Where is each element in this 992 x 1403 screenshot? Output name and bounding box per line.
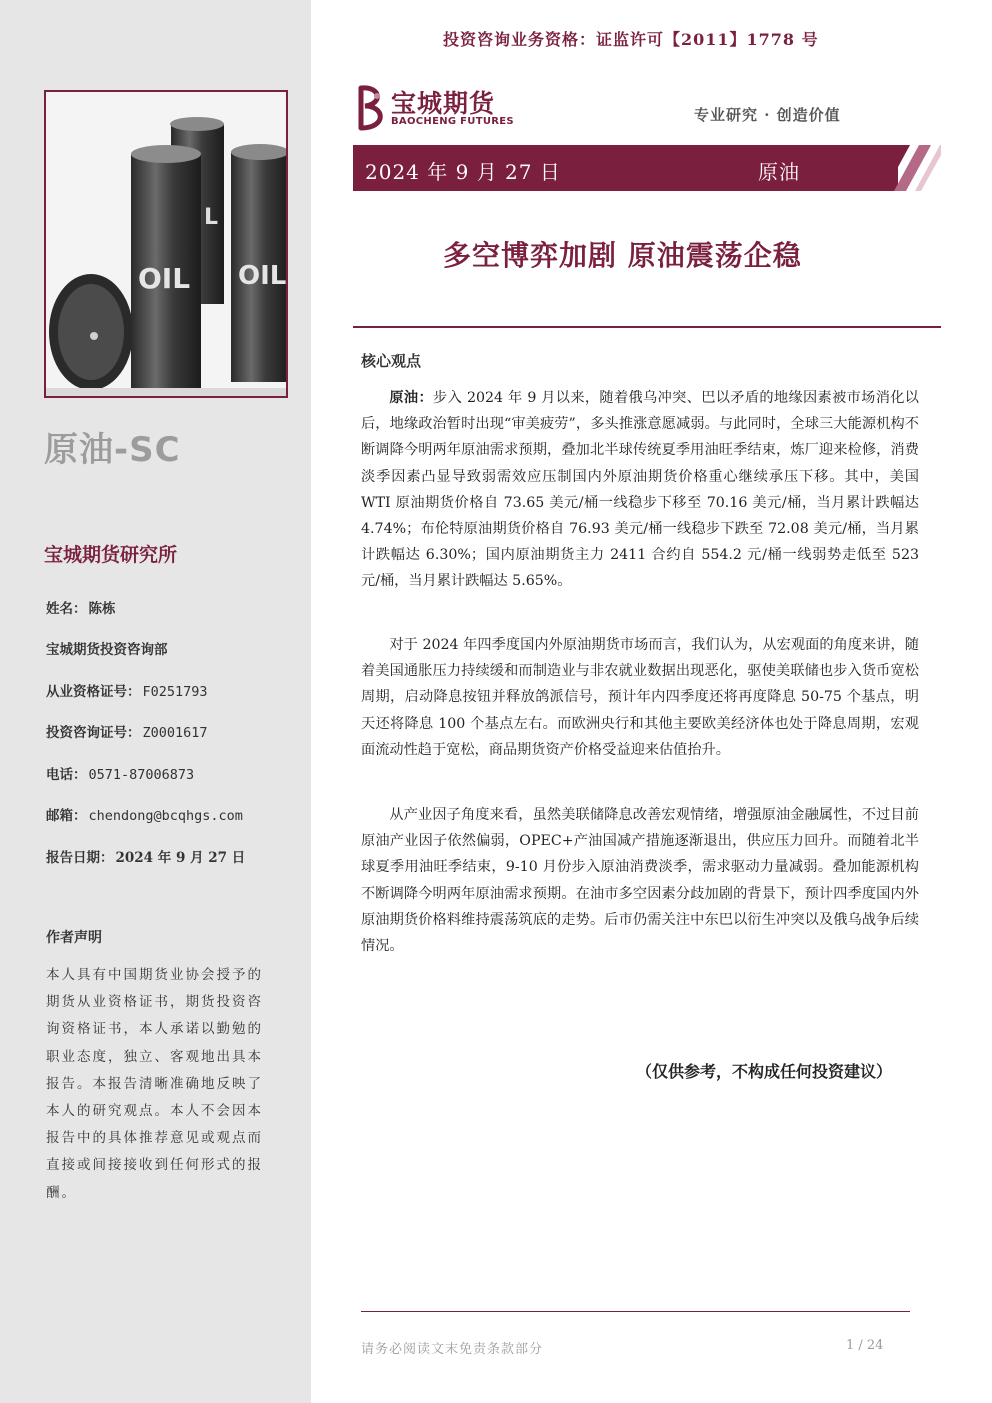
paragraph-text: 步入 2024 年 9 月以来，随着俄乌冲突、巴以矛盾的地缘因素被市场消化以后，地缘政治暂时出现“审美疲劳”，多头推涨意愿减弱。与此同时，全球三大能源机构不断调降今明两年原油需求预期，叠加北半球传统夏季用油旺季结束，炼厂迎来检修，消费淡季因素凸显导致弱需效应压制国内外原油期货价格重心继续承压下移。其中，美国 WTI 原油期货价格自 73.65 美元/桶一线稳步下移至 70.16 美元/桶，当月累计跌幅达 4.74%；布伦特原油期货价格自 76.93 美元/桶一线稳步下跌至 72.08 美元/桶，当月累计跌幅达 6.30%；国内原油期货主力 2411 合约自 554.2 元/桶一线弱势走低至 523 元/桶，当月累计跌幅达 5.65%。 [361,390,919,590]
declaration-text: 本人具有中国期货业协会授予的期货从业资格证书，期货投资咨询资格证书，本人承诺以勤勉的职业态度，独立、客观地出具本报告。本报告清晰准确地反映了本人的研究观点。本人不会因本报告中的具体推荐意见或观点而直接或间接接收到任何形式的报酬。 [46,967,263,1201]
logo-text: 宝城期货 [391,89,496,118]
company-logo [355,84,525,134]
footer-rule [361,1311,910,1312]
info-value: F0251793 [142,684,208,700]
paragraph-1 [361,385,919,595]
date-band [353,145,941,191]
paragraph-3: 从产业因子角度来看，虽然美联储降息改善宏观情绪，增强原油金融属性，不过目前原油产业因子依然偏弱，OPEC+产油国减产措施逐渐退出，供应压力回升。而随着北半球夏季用油旺季结束，9-10 月份步入原油消费淡季，需求驱动力量减弱。叠加能源机构不断调降今明两年原油需求预期。在油市多空因素分歧加剧的背景下，预计四季度国内外原油期货价格料维持震荡筑底的走势。后市仍需关注中东巴以衍生冲突以及俄乌战争后续情况。 [361,807,919,955]
report-date [46,846,245,866]
info-label: 投资咨询证号： [46,725,141,741]
disclaimer: （仅供参考，不构成任何投资建议） [636,1062,893,1081]
email-link[interactable]: chendong@bcqhgs.com [88,808,243,824]
slogan: 专业研究 · 创造价值 [694,106,841,124]
info-value: 2024 年 9 月 27 日 [115,850,246,866]
info-label: 报告日期： [46,850,114,866]
oil-barrels-photo [44,90,288,398]
info-value: 0571-87006873 [88,767,195,783]
footer-note: 请务必阅读文末免责条款部分 [361,1342,544,1357]
qualification-number [46,680,208,700]
info-label: 邮箱： [46,808,87,824]
phone [46,763,194,783]
svg-text:OIL: OIL [138,262,191,295]
product-name: 原油-SC [44,430,181,470]
info-value: Z0001617 [142,725,208,741]
page-number: 1 / 24 [846,1338,884,1353]
department [46,638,168,658]
report-date-banner: 2024 年 9 月 27 日 [365,160,561,184]
info-label: 电话： [46,767,87,783]
paragraph-2: 对于 2024 年四季度国内外原油期货市场而言，我们认为，从宏观面的角度来讲，随着美国通胀压力持续缓和而制造业与非农就业数据出现恶化，驱使美联储也步入货币宽松周期，启动降息按钮并释放鸽派信号，预计年内四季度还将再度降息 50-75 个基点，明天还将降息 100 个基点左右。而欧洲央行和其他主要欧美经济体也处于降息周期，宏观面流动性趋于宽松，商品期货资产价格受益迎来估值抬升。 [361,637,919,758]
headline: 多空博弈加剧 原油震荡企稳 [443,239,802,272]
svg-text:OIL: OIL [238,261,286,291]
paragraph-lead: 原油： [389,390,434,406]
info-label: 宝城期货投资咨询部 [46,642,168,658]
core-view-title: 核心观点 [361,352,422,370]
email [46,804,243,824]
headline-rule [353,326,941,328]
info-label: 姓名： [46,601,87,617]
info-label: 从业资格证号： [46,684,141,700]
consulting-number [46,721,208,741]
svg-text:L: L [204,205,219,230]
info-value: 陈栋 [88,601,116,617]
oil-barrels-illustration [46,92,286,396]
declaration-title: 作者声明 [46,930,102,946]
license-line: 投资咨询业务资格：证监许可【2011】1778 号 [443,30,819,49]
analyst-name [46,597,116,617]
institute-name: 宝城期货研究所 [44,544,178,566]
logo-english: BAOCHENG FUTURES [391,116,514,127]
category-label: 原油 [758,160,800,184]
logo-mark-icon [355,84,389,132]
